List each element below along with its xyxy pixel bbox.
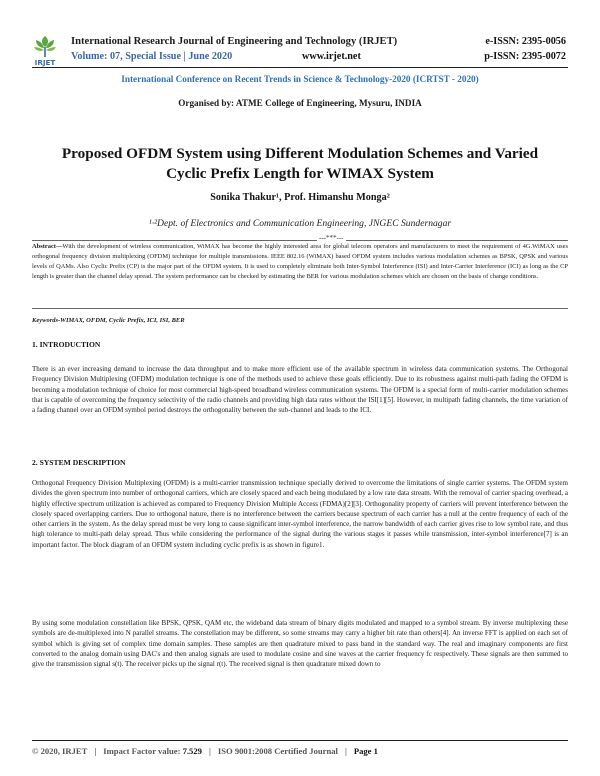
section-heading-system-description: 2. SYSTEM DESCRIPTION bbox=[32, 458, 126, 467]
impact-factor-label: Impact Factor value: bbox=[103, 746, 183, 756]
system-description-paragraph-1: Orthogonal Frequency Division Multiplexing (OFDM) is a multi-carrier transmission technique specially derived to overcome the limitations of single carrier systems. The OFDM system divides the given spectrum into number of orthogonal carriers, which are closely spaced and each being modulated by a low rate data stream. With the removal of carrier spacing overhead, a highly effective spectrum utilization is achieved as compared to Frequency Division Multiple Access (FDMA)[2][3]. Orthogonality property of carriers will prevent interference between the closely spaced overlapping carriers. Due to orthogonal nature, there is no interference between the carriers because spectrum of each carrier has a null at the centre frequency of each of the other carriers in the system. As the delay spread must be very long to cause significant inter-symbol interference, the narrow bandwidth of each carrier gives rise to low symbol rate, and thus high tolerance to multi-path delay spread. Thus while considering the performance of the signal during the various stages it passes while transmission, inter-symbol interference[7] is an important factor. The block diagram of an OFDM system including cyclic prefix is as shown in figure1. bbox=[32, 479, 568, 549]
system-description-paragraph-2: By using some modulation constellation like BPSK, QPSK, QAM etc, the wideband data stream of binary digits modulated and mapped to a symbol stream. By inverse multiplexing these symbols are de-multiplexed into N parallel streams. The constellation may be different, so some streams may carry a higher bit rate than others[4]. An inverse FFT is applied on each set of symbol which is giving set of complex time domain samples. These samples are then quadrature mixed to pass band in the standard way. The real and imaginary components are first converted to the analog domain using DAC's and then analog signals are used to modulate cosine and sine waves at the carrier frequency fc respectively. These signals are then summed to give the transmission signal s(t). The receiver picks up the signal r(t). The received signal is then quadrature mixed down to bbox=[32, 619, 568, 668]
separator-stars: ---***--- bbox=[319, 234, 344, 242]
volume-info: Volume: 07, Special Issue | June 2020 bbox=[71, 51, 233, 62]
p-issn: p-ISSN: 2395-0072 bbox=[484, 51, 566, 62]
header-divider bbox=[32, 67, 568, 68]
abstract bbox=[32, 242, 568, 282]
abstract-text: With the development of wireless communication, WiMAX has become the highly interested area for global telecom operators and manufacturers to meet the requirement of 4G.WiMAX uses orthogonal frequency division multiplexing (OFDM) technique for multiple transmissions. IEEE 802.16 (WiMAX) based OFDM system includes various modulation schemes as BPSK, QPSK and various levels of QAMs. Also Cyclic Prefix (CP) is the major part of the OFDM system. It is used to completely eliminate both Inter-Symbol Interference (ISI) and Inter-Carrier Interference (ICI) as long as the CP length is greater than the channel delay spread. The system performance can be checked by estimating the BER for various modulation schemes which are chosen on the basis of change conditions. bbox=[32, 243, 568, 281]
footer-copyright: © 2020, IRJET bbox=[32, 746, 88, 756]
paper-authors: Sonika Thakur¹, Prof. Himanshu Monga² bbox=[210, 192, 390, 203]
e-issn: e-ISSN: 2395-0056 bbox=[485, 36, 566, 47]
section-heading-introduction: 1. INTRODUCTION bbox=[32, 340, 101, 349]
paper-title: Proposed OFDM System using Different Modulation Schemes and Varied Cyclic Prefix Length for WIMAX System bbox=[61, 145, 539, 182]
keywords: Keywords-WIMAX, OFDM, Cyclic Prefix, ICI, ISI, BER bbox=[32, 317, 185, 324]
footer-divider bbox=[32, 740, 568, 741]
logo-text: IRJET bbox=[34, 58, 56, 67]
introduction-paragraph: There is an ever increasing demand to increase the data throughput and to make more efficient use of the available spectrum in wireless data communication systems. The Orthogonal Frequency Division Multiplexing (OFDM) modulation technique is one of the methods used to achieve these goals efficiently. Due to its robustness against multi-path fading the OFDM is becoming a modulation technique of choice for most commercial high-speed broadband wireless communication systems. The OFDM is a special form of multi-carrier modulation schemes that is capable of overcoming the frequency selectivity of the radio channels and providing high data rates without the ISI[1][5]. However, in multipath fading channels, the time variation of a fading channel over an OFDM symbol period destroys the orthogonality between the sub-channel and leads to the ICI. bbox=[32, 365, 568, 414]
journal-website-link[interactable]: www.irjet.net bbox=[302, 51, 361, 62]
impact-factor-value: 7.529 bbox=[182, 746, 202, 756]
page-footer: © 2020, IRJET | Impact Factor value: 7.529 | ISO 9001:2008 Certified Journal | Page 1 bbox=[32, 746, 378, 756]
organiser: Organised by: ATME College of Engineering, Mysuru, INDIA bbox=[178, 98, 422, 108]
conference-name: International Conference on Recent Trends in Science & Technology-2020 (ICRTST - 2020) bbox=[121, 74, 479, 84]
abstract-label: Abstract— bbox=[32, 243, 63, 250]
abstract-divider bbox=[32, 308, 568, 309]
journal-name: International Research Journal of Engineering and Technology (IRJET) bbox=[71, 36, 398, 47]
iso-certification: ISO 9001:2008 Certified Journal bbox=[217, 746, 338, 756]
author-affiliation: ¹·²Dept. of Electronics and Communication Engineering, JNGEC Sundernagar bbox=[148, 218, 452, 229]
page-number: Page 1 bbox=[353, 746, 378, 756]
irjet-logo-icon bbox=[32, 33, 58, 67]
